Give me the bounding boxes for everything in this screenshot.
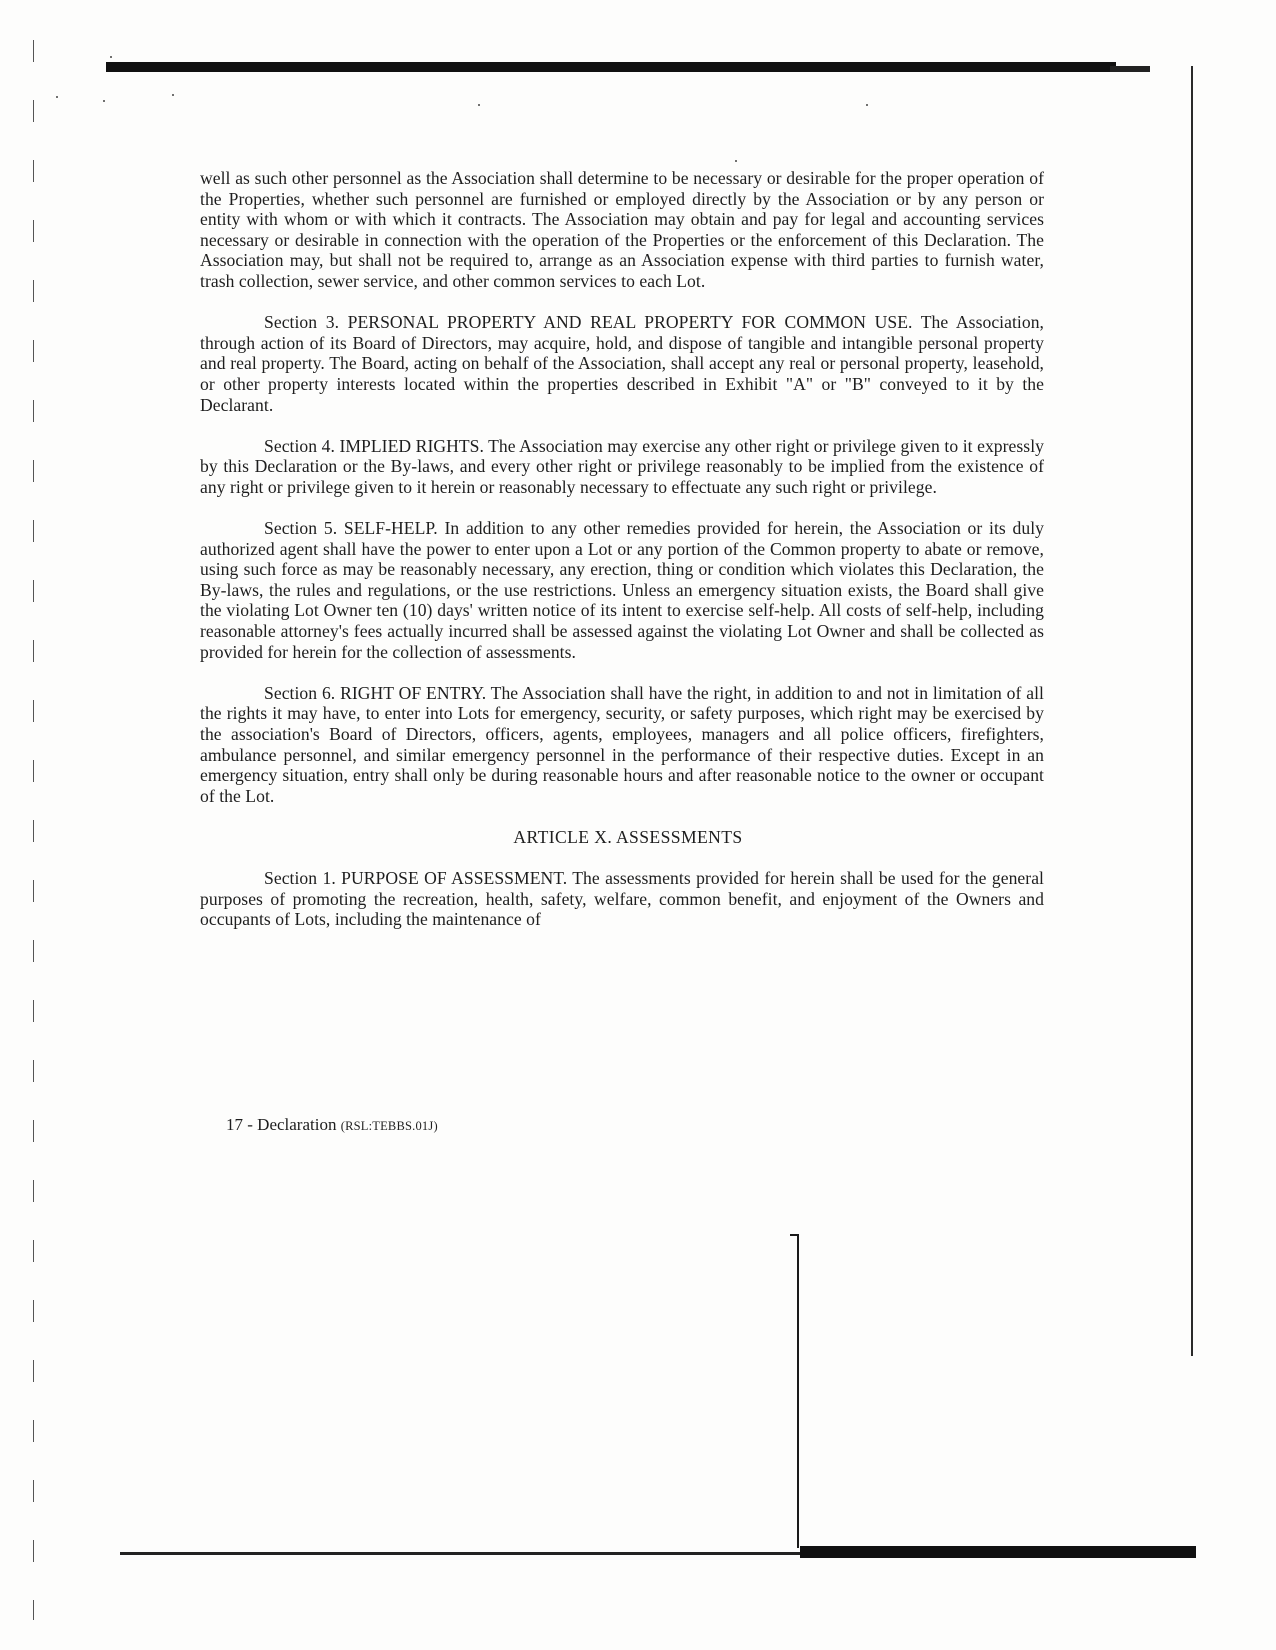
paragraph-section-3: Section 3. PERSONAL PROPERTY AND REAL PROPERTY FOR COMMON USE. The Association, through action of its Board of Directors, may acquire, hold, and dispose of tangible and intangible personal property and real property. The Board, acting on behalf of the Association, shall accept any real or personal property, leasehold, or other property interests located within the properties described in Exhibit "A" or "B" conveyed to it by the Declarant. — [200, 312, 1044, 415]
scan-border-top — [106, 62, 1116, 72]
paragraph-section-4: Section 4. IMPLIED RIGHTS. The Association may exercise any other right or privilege given to it expressly by this Declaration or the By-laws, and every other right or privilege reasonably to be implied from the existence of any right or privilege given to it herein or reasonably necessary to effectuate any such right or privilege. — [200, 435, 1044, 497]
paragraph-section-6: Section 6. RIGHT OF ENTRY. The Association shall have the right, in addition to and not in limitation of all the rights it may have, to enter into Lots for emergency, security, or safety purposes, which right may be exercised by the association's Board of Directors, officers, agents, employees, managers and all police officers, firefighters, ambulance personnel, and similar emergency personnel in the performance of their respective duties. Except in an emergency situation, entry shall only be during reasonable hours and after reasonable notice to the owner or occupant of the Lot. — [200, 682, 1044, 806]
scan-vertical-line — [797, 1234, 799, 1548]
paragraph-section-5: Section 5. SELF-HELP. In addition to any other remedies provided for herein, the Association or its duly authorized agent shall have the power to enter upon a Lot or any portion of the Common property to abate or remove, using such force as may be reasonably necessary, any erection, thing or condition which violates this Declaration, the By-laws, the rules and regulations, or the use restrictions. Unless an emergency situation exists, the Board shall give the violating Lot Owner ten (10) days' written notice of its intent to exercise self-help. All costs of self-help, including reasonable attorney's fees actually incurred shall be assessed against the violating Lot Owner and shall be collected as provided for herein for the collection of assessments. — [200, 518, 1044, 662]
scan-border-top-right — [1110, 66, 1150, 72]
page-footer — [226, 1115, 438, 1135]
paragraph-continuation: well as such other personnel as the Association shall determine to be necessary or desirable for the proper operation of the Properties, whether such personnel are furnished or employed directly by the Association or by any person or entity with whom or with which it contracts. The Association may obtain and pay for legal and accounting services necessary or desirable in connection with the operation of the Properties or the enforcement of this Declaration. The Association may, but shall not be required to, arrange as an Association expense with third parties to furnish water, trash collection, sewer service, and other common services to each Lot. — [200, 168, 1044, 291]
scan-edge-right — [1191, 66, 1193, 1356]
footer-label: 17 - Declaration — [226, 1115, 337, 1134]
scan-speck — [56, 96, 58, 98]
article-heading: ARTICLE X. ASSESSMENTS — [513, 827, 743, 847]
scan-speck — [866, 104, 868, 106]
paragraph-article-section-1: Section 1. PURPOSE OF ASSESSMENT. The assessments provided for herein shall be used for the general purposes of promoting the recreation, health, safety, welfare, common benefit, and enjoyment of the Owners and occupants of Lots, including the maintenance of — [200, 868, 1044, 930]
document-body — [200, 168, 1044, 951]
scan-speck — [172, 94, 174, 96]
scan-border-bottom-right — [800, 1546, 1196, 1558]
scan-edge-left — [33, 40, 34, 1620]
scan-speck — [110, 56, 112, 58]
footer-code: (RSL:TEBBS.01J) — [340, 1119, 438, 1133]
scan-vertical-line-tick — [790, 1234, 799, 1236]
scan-speck — [103, 100, 105, 102]
scan-speck — [735, 160, 737, 162]
scan-speck — [478, 104, 480, 106]
